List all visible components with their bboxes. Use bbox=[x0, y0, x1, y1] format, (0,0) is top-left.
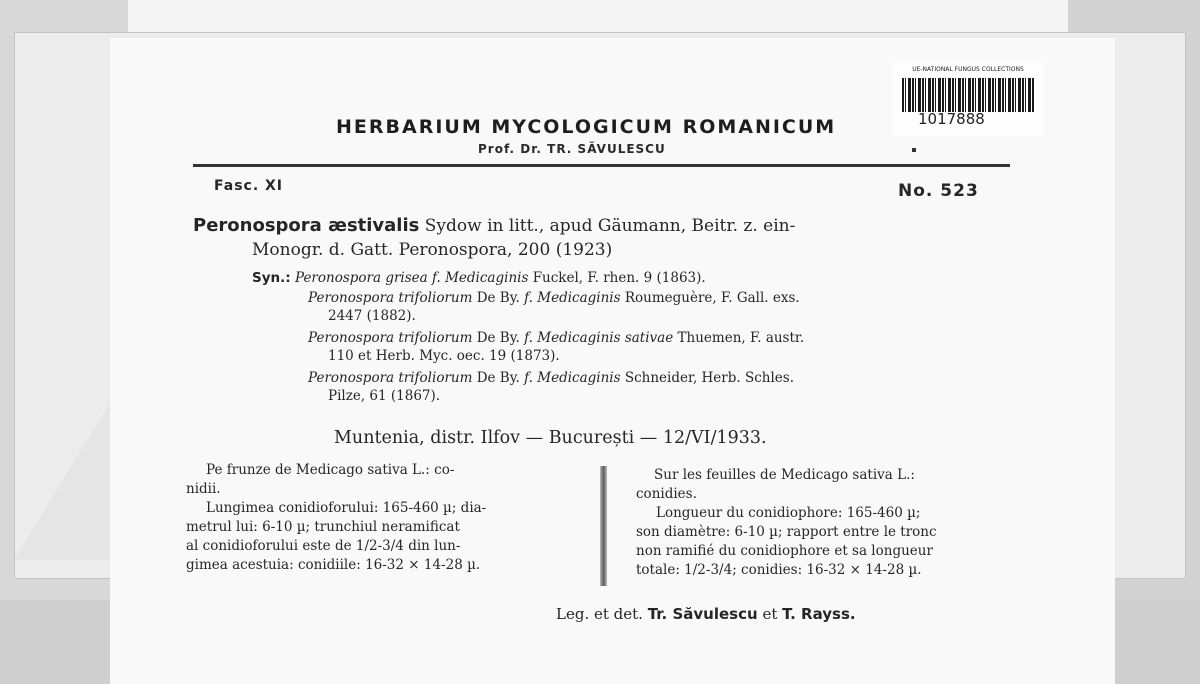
collector-name-2: T. Rayss. bbox=[782, 605, 856, 623]
synonym-citation: Schneider, Herb. Schles. bbox=[624, 370, 795, 386]
description-line: Longueur du conidiophore: 165-460 µ; bbox=[656, 505, 921, 521]
synonym-4 bbox=[308, 370, 794, 386]
fascicle: Fasc. XI bbox=[214, 178, 284, 194]
synonym-label: Syn.: bbox=[252, 270, 291, 286]
synonym-taxon: Peronospora trifoliorum bbox=[308, 370, 473, 386]
synonym-taxon: Peronospora trifoliorum bbox=[308, 290, 473, 306]
taxon-name: Peronospora æstivalis bbox=[193, 215, 420, 236]
synonym-3 bbox=[308, 330, 804, 346]
collector-line bbox=[556, 605, 856, 623]
specimen-number: No. 523 bbox=[898, 181, 979, 201]
description-line: totale: 1/2-3/4; conidies: 16-32 × 14-28 µ. bbox=[636, 562, 922, 578]
column-divider bbox=[600, 466, 607, 586]
header-dot bbox=[912, 148, 916, 152]
description-line: metrul lui: 6-10 µ; trunchiul neramificat bbox=[186, 519, 460, 535]
synonym-taxon: Peronospora grisea f. Medicaginis bbox=[294, 270, 529, 286]
synonym-form: f. Medicaginis sativae bbox=[524, 330, 674, 346]
description-line: Lungimea conidioforului: 165-460 µ; dia- bbox=[206, 500, 487, 516]
description-french bbox=[636, 466, 937, 580]
description-line: Sur les feuilles de Medicago sativa L.: bbox=[654, 467, 915, 483]
barcode-institution: UE-NATIONAL FUNGUS COLLECTIONS bbox=[912, 66, 1024, 73]
description-line: son diamètre: 6-10 µ; rapport entre le tronc bbox=[636, 524, 937, 540]
description-line: Pe frunze de Medicago sativa L.: co- bbox=[206, 462, 455, 478]
synonym-3-cont: 110 et Herb. Myc. oec. 19 (1873). bbox=[328, 348, 560, 364]
description-line: conidies. bbox=[636, 486, 697, 502]
description-line: al conidioforului este de 1/2-3/4 din lun- bbox=[186, 538, 461, 554]
description-line: gimea acestuia: conidiile: 16-32 × 14-28 µ. bbox=[186, 557, 481, 573]
herbarium-editor: Prof. Dr. TR. SĂVULESCU bbox=[478, 142, 666, 156]
description-romanian bbox=[186, 461, 486, 575]
description-line: nidii. bbox=[186, 481, 221, 497]
synonym-form: f. Medicaginis bbox=[524, 290, 621, 306]
synonym-2 bbox=[308, 290, 800, 306]
synonym-authority: De By. bbox=[476, 370, 520, 386]
envelope-flap bbox=[14, 380, 124, 560]
description-line: non ramifié du conidiophore et sa longueur bbox=[636, 543, 933, 559]
synonym-taxon: Peronospora trifoliorum bbox=[308, 330, 473, 346]
herbarium-title: HERBARIUM MYCOLOGICUM ROMANICUM bbox=[336, 116, 837, 138]
synonym-4-cont: Pilze, 61 (1867). bbox=[328, 388, 441, 404]
synonym-form: f. Medicaginis bbox=[524, 370, 621, 386]
synonym-2-cont: 2447 (1882). bbox=[328, 308, 416, 324]
synonym-citation: Roumeguère, F. Gall. exs. bbox=[624, 290, 800, 306]
collector-conjunction: et bbox=[762, 605, 778, 623]
taxon-authority-1: Sydow in litt., apud Gäumann, Beitr. z. ein- bbox=[424, 216, 796, 236]
synonym-citation: Thuemen, F. austr. bbox=[677, 330, 805, 346]
barcode-icon bbox=[902, 78, 1034, 112]
collector-name-1: Tr. Săvulescu bbox=[647, 605, 758, 623]
locality-date: Muntenia, distr. Ilfov — București — 12/VI/1933. bbox=[334, 428, 767, 448]
collector-prefix: Leg. et det. bbox=[556, 605, 643, 623]
synonym-authority: De By. bbox=[476, 330, 520, 346]
taxon-line-1 bbox=[193, 215, 795, 236]
taxon-line-2: Monogr. d. Gatt. Peronospora, 200 (1923) bbox=[252, 240, 613, 260]
barcode-number: 1017888 bbox=[918, 110, 985, 128]
synonym-authority: De By. bbox=[476, 290, 520, 306]
synonym-1 bbox=[252, 270, 706, 286]
synonym-citation: Fuckel, F. rhen. 9 (1863). bbox=[532, 270, 706, 286]
header-rule bbox=[193, 164, 1010, 167]
